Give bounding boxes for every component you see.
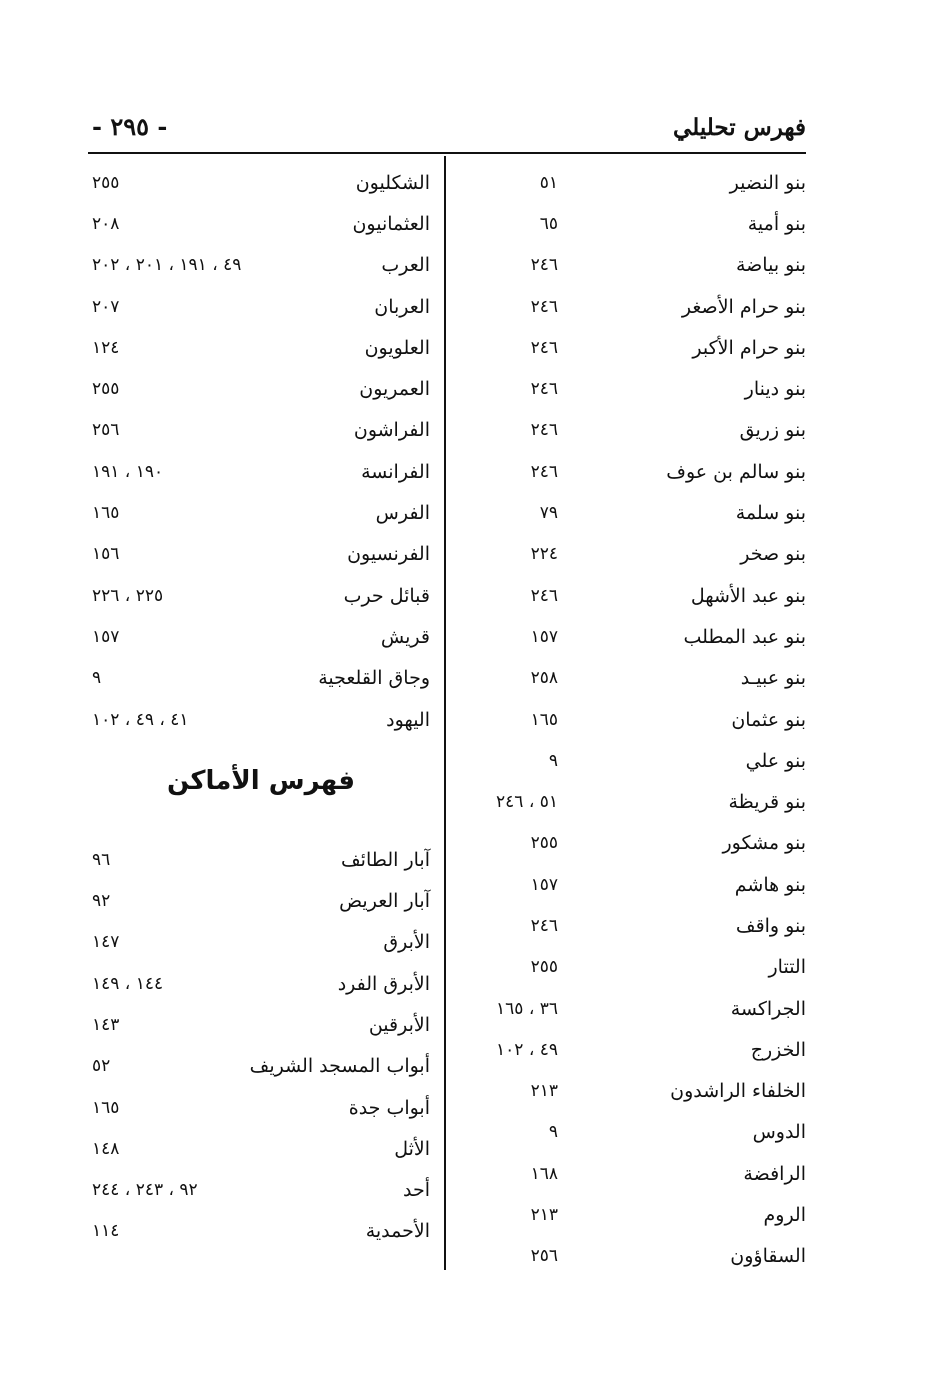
index-page-numbers: ١٢٤ — [92, 337, 120, 358]
index-entry — [462, 162, 806, 203]
index-page-numbers: ٥١ — [539, 172, 558, 193]
index-page-numbers: ٢٠٨ — [92, 213, 120, 234]
index-entry — [92, 327, 430, 368]
index-term: أبواب جدة — [348, 1096, 430, 1119]
index-entry — [462, 534, 806, 575]
running-title: فهرس تحليلي — [673, 114, 806, 141]
index-page-numbers: ١٥٦ — [92, 544, 120, 565]
index-entry — [462, 905, 806, 946]
index-term: بنو قريظة — [728, 791, 806, 814]
index-term: الشكليون — [355, 171, 430, 194]
index-term: الدوس — [752, 1121, 806, 1144]
index-entry — [462, 203, 806, 244]
page-header — [88, 100, 806, 152]
index-term: الأبرق الفرد — [337, 972, 430, 995]
index-page-numbers: ١٩٠ ، ١٩١ — [92, 461, 164, 482]
index-page-numbers: ٩٦ — [92, 849, 111, 870]
index-entry — [462, 740, 806, 781]
index-page-numbers: ١٥٧ — [92, 626, 120, 647]
index-term: بنو عبد المطلب — [683, 625, 806, 648]
index-entry — [462, 658, 806, 699]
index-term: بنو حرام الأكبر — [692, 336, 806, 359]
index-page-numbers: ٢٤٦ — [530, 420, 558, 441]
index-page-numbers: ١٤٨ — [92, 1138, 120, 1159]
index-term: العلويون — [364, 336, 430, 359]
index-page-numbers: ١٤٧ — [92, 932, 120, 953]
header-rule — [88, 152, 806, 154]
index-page-numbers: ٢٥٥ — [530, 833, 558, 854]
index-entry — [92, 1004, 430, 1045]
index-page-numbers: ٢٤٦ — [530, 461, 558, 482]
index-entry — [462, 988, 806, 1029]
index-page-numbers: ١٦٥ — [530, 709, 558, 730]
index-entry — [92, 1128, 430, 1169]
index-term: بنو زريق — [739, 419, 806, 442]
index-list-places — [92, 839, 430, 1252]
index-entry — [92, 1211, 430, 1252]
index-entry — [462, 245, 806, 286]
index-term: الأثل — [394, 1137, 430, 1160]
index-entry — [462, 451, 806, 492]
index-page-numbers: ١٤٣ — [92, 1014, 120, 1035]
index-term: الفرانسة — [361, 460, 430, 483]
index-page-numbers: ٣٦ ، ١٦٥ — [496, 998, 558, 1019]
index-term: العثمانيون — [352, 212, 430, 235]
index-entry — [462, 616, 806, 657]
index-entry — [92, 922, 430, 963]
index-page-numbers: ٤٩ ، ١٩١ ، ٢٠١ ، ٢٠٢ — [92, 255, 242, 276]
index-entry — [462, 823, 806, 864]
index-term: بنو عبد الأشهل — [690, 584, 806, 607]
index-term: الخلفاء الراشدون — [670, 1080, 806, 1103]
index-term: بنو مشكور — [722, 832, 806, 855]
index-entry — [462, 1194, 806, 1235]
index-entry — [92, 1170, 430, 1211]
index-term: بنو دينار — [744, 378, 806, 401]
index-entry — [92, 286, 430, 327]
index-entry — [92, 492, 430, 533]
index-entry — [462, 575, 806, 616]
index-page-numbers: ٥١ ، ٢٤٦ — [496, 792, 558, 813]
index-entry — [462, 1029, 806, 1070]
index-entry — [92, 699, 430, 740]
index-entry — [92, 839, 430, 880]
index-page-numbers: ٢٥٦ — [530, 1246, 558, 1267]
index-page-numbers: ١٥٧ — [530, 874, 558, 895]
index-page-numbers: ٢٥٥ — [92, 379, 120, 400]
index-page-numbers: ٢٥٥ — [530, 957, 558, 978]
index-page-numbers: ٤٩ ، ١٠٢ — [496, 1039, 558, 1060]
index-term: الأحمدية — [365, 1220, 430, 1243]
index-term: بنو النضير — [729, 171, 806, 194]
index-page-numbers: ٢٢٤ — [530, 544, 558, 565]
index-page-numbers: ١٥٧ — [530, 626, 558, 647]
index-term: الفراشون — [353, 419, 430, 442]
index-term: بنو علي — [745, 749, 806, 772]
index-term: آبار العريض — [339, 890, 430, 913]
index-term: العرب — [381, 254, 430, 277]
index-term: الروم — [763, 1204, 806, 1227]
index-entry — [92, 203, 430, 244]
index-page-numbers: ٢١٣ — [530, 1205, 558, 1226]
index-page-numbers: ١٦٨ — [530, 1163, 558, 1184]
index-page-numbers: ٢٤٦ — [530, 296, 558, 317]
index-entry — [462, 1071, 806, 1112]
index-page-numbers: ١٤٤ ، ١٤٩ — [92, 973, 164, 994]
index-page-numbers: ٢٤٦ — [530, 585, 558, 606]
index-entry — [462, 699, 806, 740]
index-entry — [92, 368, 430, 409]
page-number: - ٢٩٥ - — [92, 112, 168, 141]
index-entry — [92, 616, 430, 657]
index-term: أحد — [403, 1179, 430, 1202]
index-entry — [92, 162, 430, 203]
index-page-numbers: ٦٥ — [539, 213, 558, 234]
index-entry — [462, 1153, 806, 1194]
index-term: الرافضة — [743, 1162, 806, 1185]
index-entry — [462, 286, 806, 327]
index-entry — [92, 451, 430, 492]
index-page-numbers: ٧٩ — [539, 503, 558, 524]
index-term: الأبرق — [383, 931, 430, 954]
index-entry — [462, 864, 806, 905]
index-term: آبار الطائف — [341, 848, 430, 871]
index-entry — [462, 368, 806, 409]
index-page-numbers: ٢٠٧ — [92, 296, 120, 317]
index-entry — [92, 658, 430, 699]
index-entry — [92, 534, 430, 575]
column-divider — [444, 156, 446, 1270]
index-page-numbers: ٢٤٦ — [530, 379, 558, 400]
index-entry — [92, 410, 430, 451]
index-page-numbers: ٢١٣ — [530, 1081, 558, 1102]
index-term: الخزرج — [750, 1038, 806, 1061]
index-entry — [92, 963, 430, 1004]
index-column-left — [92, 162, 430, 1252]
index-term: الفرس — [375, 502, 430, 525]
index-entry — [92, 880, 430, 921]
index-page-numbers: ٩ — [548, 1122, 558, 1143]
index-term: بنو أمية — [747, 212, 806, 235]
index-term: أبواب المسجد الشريف — [249, 1055, 430, 1078]
index-term: بنو واقف — [735, 914, 806, 937]
index-entry — [462, 410, 806, 451]
index-term: السقاؤون — [730, 1245, 806, 1268]
index-page-numbers: ٢٤٦ — [530, 255, 558, 276]
index-page-numbers: ٩٢ ، ٢٤٣ ، ٢٤٤ — [92, 1180, 198, 1201]
index-page-numbers: ٢٤٦ — [530, 337, 558, 358]
index-page-numbers: ٢٥٥ — [92, 172, 120, 193]
index-entry — [462, 947, 806, 988]
index-entry — [462, 1236, 806, 1277]
index-term: قبائل حرب — [343, 584, 430, 607]
index-term: اليهود — [386, 708, 430, 731]
index-term: بنو عبيـد — [740, 667, 806, 690]
places-index-heading: فهرس الأماكن — [167, 765, 355, 796]
index-page-numbers: ١١٤ — [92, 1221, 120, 1242]
index-entry — [92, 575, 430, 616]
index-page-numbers: ٢٤٦ — [530, 915, 558, 936]
index-term: قريش — [380, 625, 430, 648]
index-term: بنو سالم بن عوف — [666, 460, 806, 483]
index-term: الفرنسيون — [347, 543, 430, 566]
index-list-groups — [92, 162, 430, 740]
index-page-numbers: ٢٥٨ — [530, 668, 558, 689]
index-column-right — [462, 162, 806, 1277]
index-entry — [462, 327, 806, 368]
index-term: بنو هاشم — [734, 873, 806, 896]
index-page-numbers: ٤١ ، ٤٩ ، ١٠٢ — [92, 709, 189, 730]
index-term: العربان — [374, 295, 430, 318]
index-page-numbers: ٢٢٥ ، ٢٢٦ — [92, 585, 164, 606]
index-page-numbers: ٥٢ — [92, 1056, 111, 1077]
index-term: التتار — [768, 956, 806, 979]
index-page-numbers: ٢٥٦ — [92, 420, 120, 441]
index-term: العمريون — [359, 378, 430, 401]
index-page-numbers: ٩ — [92, 668, 102, 689]
index-entry — [92, 1046, 430, 1087]
index-term: بنو حرام الأصغر — [681, 295, 806, 318]
index-page-numbers: ٩ — [548, 750, 558, 771]
index-term: الجراكسة — [730, 997, 806, 1020]
index-entry — [462, 492, 806, 533]
index-term: وجاق القلعجية — [318, 667, 430, 690]
index-term: بنو بياضة — [735, 254, 806, 277]
index-term: بنو سلمة — [735, 502, 806, 525]
index-page-numbers: ١٦٥ — [92, 503, 120, 524]
index-page-numbers: ٩٢ — [92, 891, 111, 912]
index-entry — [462, 781, 806, 822]
index-entry — [92, 1087, 430, 1128]
index-term: بنو صخر — [740, 543, 806, 566]
index-entry — [462, 1112, 806, 1153]
index-term: الأبرقين — [368, 1013, 430, 1036]
index-entry — [92, 245, 430, 286]
index-page-numbers: ١٦٥ — [92, 1097, 120, 1118]
index-term: بنو عثمان — [731, 708, 806, 731]
